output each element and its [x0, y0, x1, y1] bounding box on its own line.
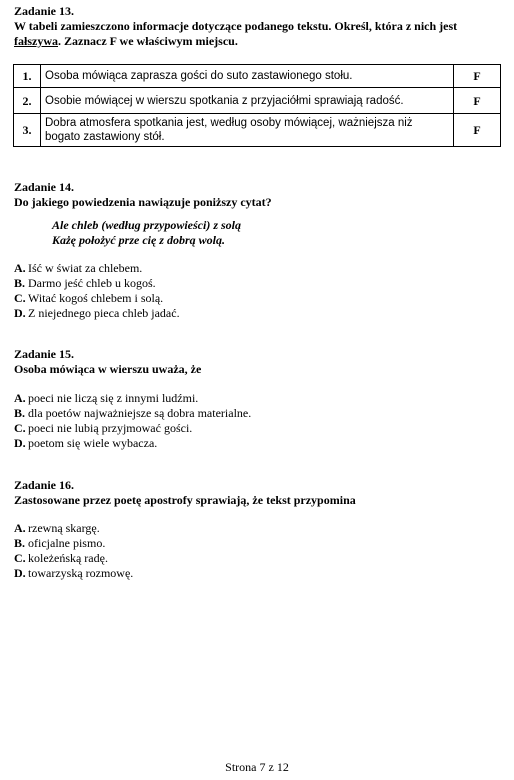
option-b[interactable]	[14, 276, 504, 291]
option-text: dla poetów najważniejsze są dobra materialne.	[28, 406, 252, 420]
option-text: Witać kogoś chlebem i solą.	[28, 291, 164, 305]
option-d[interactable]	[14, 566, 504, 581]
row-number: 2.	[14, 88, 41, 114]
task-16-options	[14, 521, 504, 581]
option-a[interactable]	[14, 391, 504, 406]
option-letter: C.	[14, 551, 26, 565]
answer-cell-f[interactable]: F	[454, 65, 501, 88]
option-a[interactable]	[14, 261, 504, 276]
option-c[interactable]	[14, 421, 504, 436]
task-13-instruction-line2	[14, 34, 504, 49]
answer-cell-f[interactable]: F	[454, 88, 501, 114]
row-number: 1.	[14, 65, 41, 88]
option-text: poeci nie liczą się z innymi ludźmi.	[28, 391, 199, 405]
option-d[interactable]	[14, 436, 504, 451]
option-b[interactable]	[14, 536, 504, 551]
option-text: oficjalne pismo.	[28, 536, 106, 550]
quote-line-1: Ale chleb (według przypowieści) z solą	[52, 218, 241, 232]
answer-cell-f[interactable]: F	[454, 114, 501, 147]
option-letter: D.	[14, 436, 26, 450]
option-letter: C.	[14, 291, 26, 305]
option-d[interactable]	[14, 306, 504, 321]
option-letter: A.	[14, 261, 26, 275]
option-letter: B.	[14, 276, 26, 290]
table-row	[14, 65, 501, 88]
option-text: koleżeńską radę.	[28, 551, 108, 565]
row-number: 3.	[14, 114, 41, 147]
row-statement: Osobie mówiącej w wierszu spotkania z przyjaciółmi sprawiają radość.	[41, 88, 454, 114]
instruction-tail: . Zaznacz F we właściwym miejscu.	[58, 34, 238, 48]
page-number-footer: Strona 7 z 12	[225, 760, 289, 774]
task-14-question: Do jakiego powiedzenia nawiązuje poniższy cytat?	[14, 195, 272, 209]
task-16-question: Zastosowane przez poetę apostrofy sprawiają, że tekst przypomina	[14, 493, 356, 507]
option-c[interactable]	[14, 291, 504, 306]
table-row	[14, 114, 501, 147]
task-13-title: Zadanie 13.	[14, 4, 75, 18]
task-15-title: Zadanie 15.	[14, 347, 75, 361]
task-13-instruction-line1: W tabeli zamieszczono informacje dotyczące podanego tekstu. Określ, która z nich jest	[14, 19, 458, 33]
option-a[interactable]	[14, 521, 504, 536]
option-text: rzewną skargę.	[28, 521, 100, 535]
option-text: Darmo jeść chleb u kogoś.	[28, 276, 156, 290]
quote-line-2: Każę położyć prze cię z dobrą wolą.	[52, 233, 225, 247]
task-16-title: Zadanie 16.	[14, 478, 75, 492]
option-letter: A.	[14, 391, 26, 405]
option-text: Z niejednego pieca chleb jadać.	[28, 306, 180, 320]
task-15-question: Osoba mówiąca w wierszu uważa, że	[14, 362, 202, 376]
option-b[interactable]	[14, 406, 504, 421]
option-text: poeci nie lubią przyjmować gości.	[28, 421, 193, 435]
task-14-options	[14, 261, 504, 321]
row-statement: Dobra atmosfera spotkania jest, według osoby mówiącej, ważniejsza niż bogato zastawiony stół.	[41, 114, 454, 147]
option-letter: B.	[14, 406, 26, 420]
option-letter: C.	[14, 421, 26, 435]
option-letter: B.	[14, 536, 26, 550]
table-row	[14, 88, 501, 114]
option-letter: A.	[14, 521, 26, 535]
row-statement: Osoba mówiąca zaprasza gości do suto zastawionego stołu.	[41, 65, 454, 88]
option-text: towarzyską rozmowę.	[28, 566, 134, 580]
option-c[interactable]	[14, 551, 504, 566]
option-text: poetom się wiele wybacza.	[28, 436, 158, 450]
underlined-word: fałszywa	[14, 34, 58, 48]
task-14-title: Zadanie 14.	[14, 180, 75, 194]
true-false-table	[13, 64, 501, 147]
option-text: Iść w świat za chlebem.	[28, 261, 143, 275]
task-15-options	[14, 391, 504, 451]
option-letter: D.	[14, 306, 26, 320]
option-letter: D.	[14, 566, 26, 580]
